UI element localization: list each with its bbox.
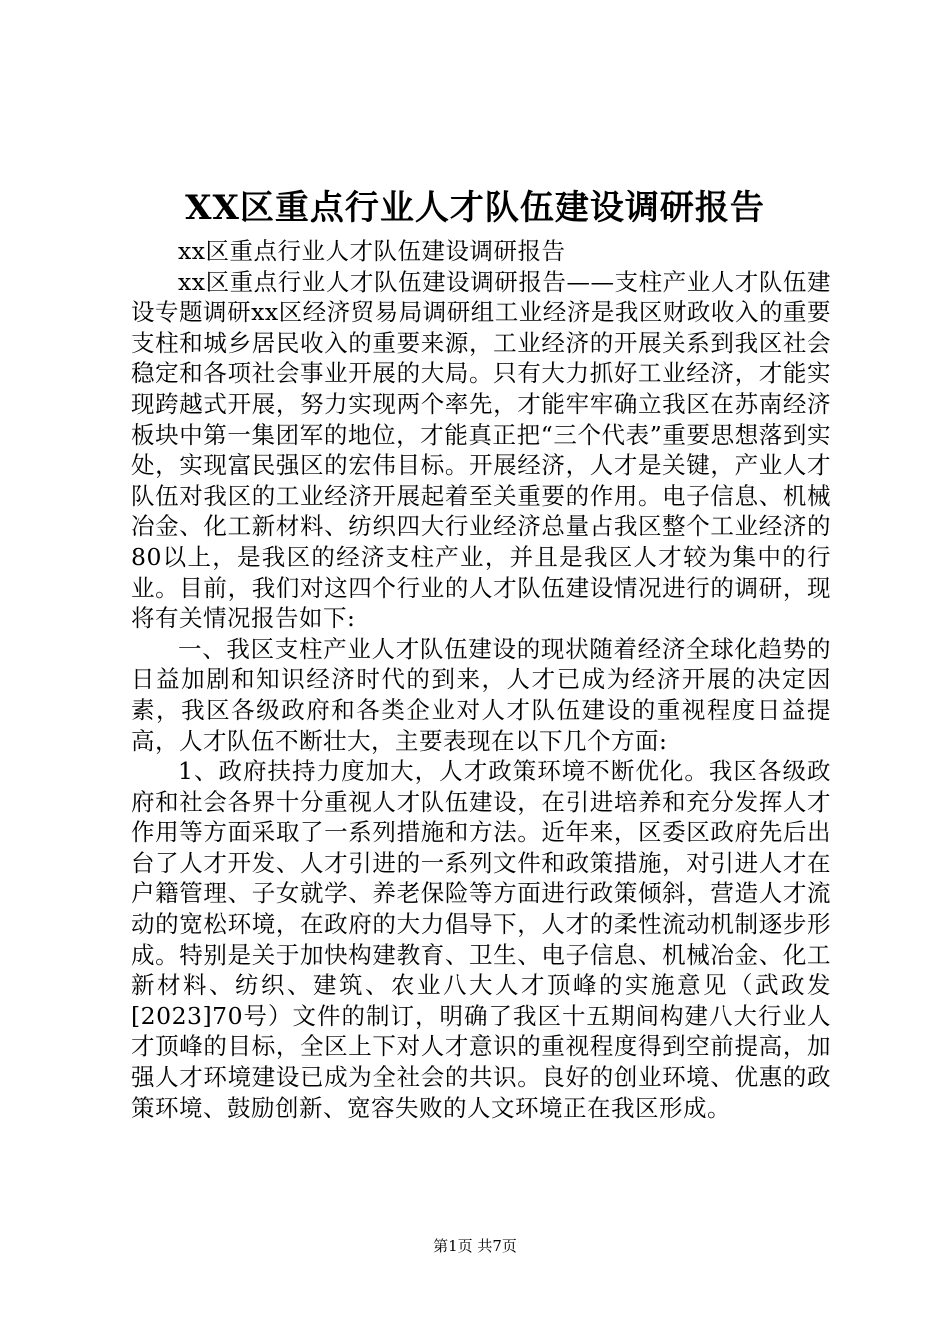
document-title: XX区重点行业人才队伍建设调研报告 <box>185 188 765 228</box>
document-body <box>131 236 831 1123</box>
paragraph: xx区重点行业人才队伍建设调研报告 <box>178 237 566 265</box>
paragraph: 一、我区支柱产业人才队伍建设的现状随着经济全球化趋势的日益加剧和知识经济时代的到来，人才已成为经济开展的决定因素，我区各级政府和各类企业对人才队伍建设的重视程度日益提高，人才队伍不断壮大，主要表现在以下几个方面: <box>131 634 831 755</box>
page-footer: 第1页 共7页 <box>433 1237 517 1255</box>
paragraph: xx区重点行业人才队伍建设调研报告——支柱产业人才队伍建设专题调研xx区经济贸易局调研组工业经济是我区财政收入的重要支柱和城乡居民收入的重要来源，工业经济的开展关系到我区社会稳定和各项社会事业开展的大局。只有大力抓好工业经济，才能实现跨越式开展，努力实现两个率先，才能牢牢确立我区在苏南经济板块中第一集团军的地位，才能真正把“三个代表”重要思想落到实处，实现富民强区的宏伟目标。开展经济，人才是关键，产业人才队伍对我区的工业经济开展起着至关重要的作用。电子信息、机械冶金、化工新材料、纺织四大行业经济总量占我区整个工业经济的80以上，是我区的经济支柱产业，并且是我区人才较为集中的行业。目前，我们对这四个行业的人才队伍建设情况进行的调研，现将有关情况报告如下: <box>131 267 831 633</box>
paragraph: 1、政府扶持力度加大，人才政策环境不断优化。我区各级政府和社会各界十分重视人才队伍建设，在引进培养和充分发挥人才作用等方面采取了一系列措施和方法。近年来，区委区政府先后出台了人才开发、人才引进的一系列文件和政策措施，对引进人才在户籍管理、子女就学、养老保险等方面进行政策倾斜，营造人才流动的宽松环境，在政府的大力倡导下，人才的柔性流动机制逐步形成。特别是关于加快构建教育、卫生、电子信息、机械冶金、化工新材料、纺织、建筑、农业八大人才顶峰的实施意见（武政发[2023]70号）文件的制订，明确了我区十五期间构建八大行业人才顶峰的目标，全区上下对人才意识的重视程度得到空前提高，加强人才环境建设已成为全社会的共识。良好的创业环境、优惠的政策环境、鼓励创新、宽容失败的人文环境正在我区形成。 <box>131 757 831 1122</box>
